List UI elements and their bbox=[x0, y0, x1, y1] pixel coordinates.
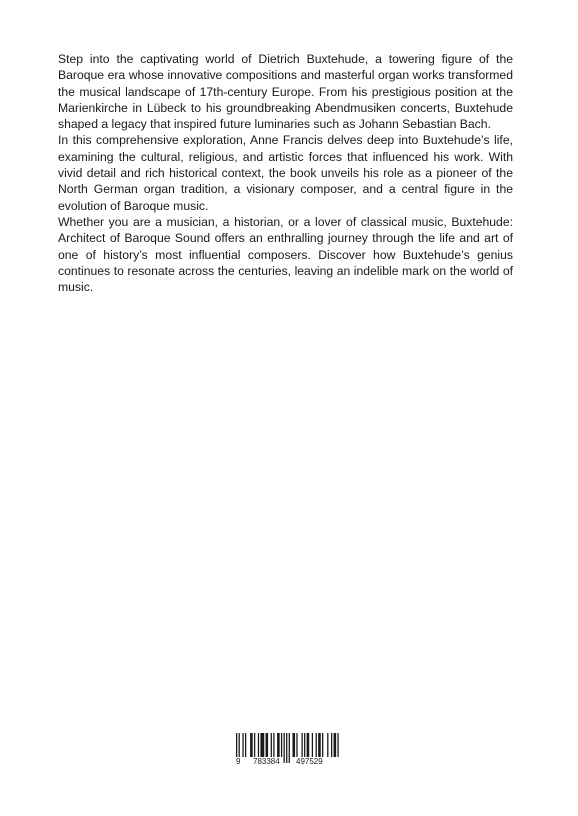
barcode-bar bbox=[273, 733, 274, 757]
barcode-bar bbox=[258, 733, 259, 757]
barcode-bar bbox=[250, 733, 253, 757]
barcode-bar bbox=[292, 733, 295, 757]
barcode-bar bbox=[271, 733, 272, 757]
book-description bbox=[58, 51, 513, 295]
description-paragraph-3: Whether you are a musician, a historian, or a lover of classical music, Buxtehude: Architect of Baroque Sound offers an enthralling journey through the life and art of one of history’s most influential composers. Discover how Buxtehude’s genius continues to resonate across the centuries, leaving an indelible mark on the world of music. bbox=[58, 214, 513, 295]
barcode-bar bbox=[277, 733, 280, 757]
barcode-bar bbox=[316, 733, 317, 757]
barcode-bar bbox=[266, 733, 269, 757]
barcode-right-digits: 497529 bbox=[296, 757, 323, 766]
barcode-left-digits: 783384 bbox=[253, 757, 280, 766]
barcode-bar bbox=[334, 733, 337, 757]
barcode-bar bbox=[337, 733, 338, 757]
barcode-bar bbox=[307, 733, 310, 757]
barcode-bar bbox=[260, 733, 264, 757]
barcode-first-digit: 9 bbox=[236, 757, 241, 766]
barcode-bar bbox=[281, 733, 282, 757]
barcode-bar bbox=[331, 733, 332, 757]
barcode-bar bbox=[318, 733, 321, 757]
isbn-barcode bbox=[236, 733, 340, 767]
barcode-bar bbox=[312, 733, 313, 757]
barcode-bar bbox=[245, 733, 246, 757]
barcode-bar bbox=[286, 733, 287, 763]
barcode-bar bbox=[254, 733, 255, 757]
barcode-bar bbox=[284, 733, 285, 763]
barcode-bar bbox=[296, 733, 297, 757]
barcode-bar bbox=[242, 733, 243, 757]
description-paragraph-2: In this comprehensive exploration, Anne Francis delves deep into Buxtehude’s life, examining the cultural, religious, and artistic forces that influenced his work. With vivid detail and rich historical context, the book unveils his role as a pioneer of the North German organ tradition, a visionary composer, and a central figure in the evolution of Baroque music. bbox=[58, 133, 513, 213]
barcode-bar bbox=[289, 733, 290, 763]
barcode-bar bbox=[322, 733, 323, 757]
description-paragraph-1: Step into the captivating world of Dietrich Buxtehude, a towering figure of the Baroque era whose innovative compositions and masterful organ works transformed the musical landscape of 17th-century Europe. From his prestigious position at the Marienkirche in Lübeck to his groundbreaking Abendmusiken concerts, Buxtehude shaped a legacy that inspired future luminaries such as Johann Sebastian Bach. bbox=[58, 52, 513, 132]
barcode-bar bbox=[301, 733, 302, 757]
barcode-bar bbox=[304, 733, 305, 757]
barcode-bar bbox=[327, 733, 328, 757]
